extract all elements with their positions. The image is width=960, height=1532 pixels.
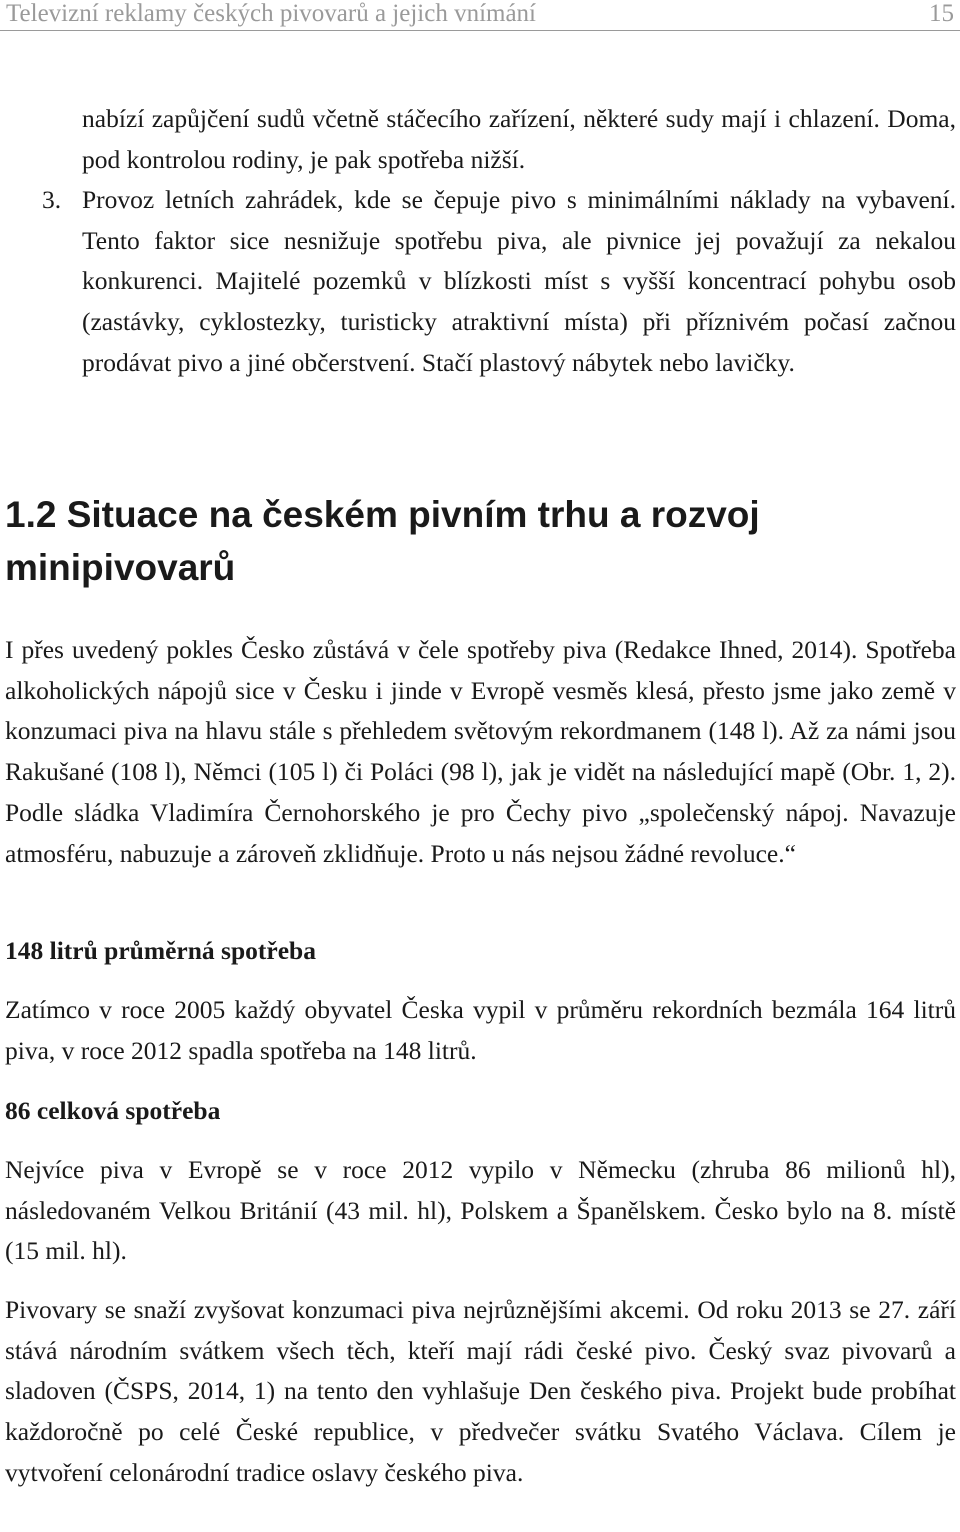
page-number: 15 xyxy=(929,0,954,27)
paragraph: Zatímco v roce 2005 každý obyvatel Česka vypil v průměru rekordních bezmála 164 litrů piva, v roce 2012 spadla spotřeba na 148 litrů. xyxy=(5,995,956,1065)
subheading: 148 litrů průměrná spotřeba xyxy=(5,936,316,965)
running-header xyxy=(0,0,960,31)
paragraph: Nejvíce piva v Evropě se v roce 2012 vypilo v Německu (zhruba 86 milionů hl), následovaném Velkou Británií (43 mil. hl), Polskem a Španělskem. Česko bylo na 8. místě (15 mil. hl). xyxy=(5,1155,956,1266)
list-item-text: Provoz letních zahrádek, kde se čepuje pivo s minimálními náklady na vybavení. Tento faktor sice nesnižuje spotřebu piva, ale pivnice jej považují za nekalou konkurenci. Majitelé pozemků v blízkosti míst s vyšší koncentrací pohybu osob (zastávky, cyklostezky, turisticky atraktivní místa) při příznivém počasí začnou prodávat pivo a jiné občerstvení. Stačí plastový nábytek nebo lavičky. xyxy=(82,185,956,377)
paragraph: Pivovary se snaží zvyšovat konzumaci piva nejrůznějšími akcemi. Od roku 2013 se 27. září stává národním svátkem všech těch, kteří mají rádi české pivo. Český svaz pivovarů a sladoven (ČSPS, 2014, 1) na tento den vyhlašuje Den českého piva. Projekt bude probíhat každoročně po celé České republice, v předvečer svátku Svatého Václava. Cílem je vytvoření celonárodní tradice oslavy českého piva. xyxy=(5,1295,956,1487)
subheading: 86 celková spotřeba xyxy=(5,1096,221,1125)
paragraph: I přes uvedený pokles Česko zůstává v čele spotřeby piva (Redakce Ihned, 2014). Spotřeba alkoholických nápojů sice v Česku i jinde v Evropě vesměs klesá, přesto jsme jako země v konzumaci piva na hlavu stále s přehledem světovým rekordmanem (148 l). Až za námi jsou Rakušané (108 l), Němci (105 l) či Poláci (98 l), jak je vidět na následující mapě (Obr. 1, 2). Podle sládka Vladimíra Černohorského je pro Čechy pivo „společenský nápoj. Navazuje atmosféru, nabuzuje a zároveň zklidňuje. Proto u nás nejsou žádné revoluce.“ xyxy=(5,635,956,868)
running-header-title: Televizní reklamy českých pivovarů a jejich vnímání xyxy=(6,0,537,27)
section-heading: 1.2 Situace na českém pivním trhu a rozvoj minipivovarů xyxy=(5,494,760,588)
list-item-continuation: nabízí zapůjčení sudů včetně stáčecího zařízení, některé sudy mají i chlazení. Doma, pod kontrolou rodiny, je pak spotřeba nižší. xyxy=(82,104,956,174)
list-item-number: 3. xyxy=(42,185,62,214)
